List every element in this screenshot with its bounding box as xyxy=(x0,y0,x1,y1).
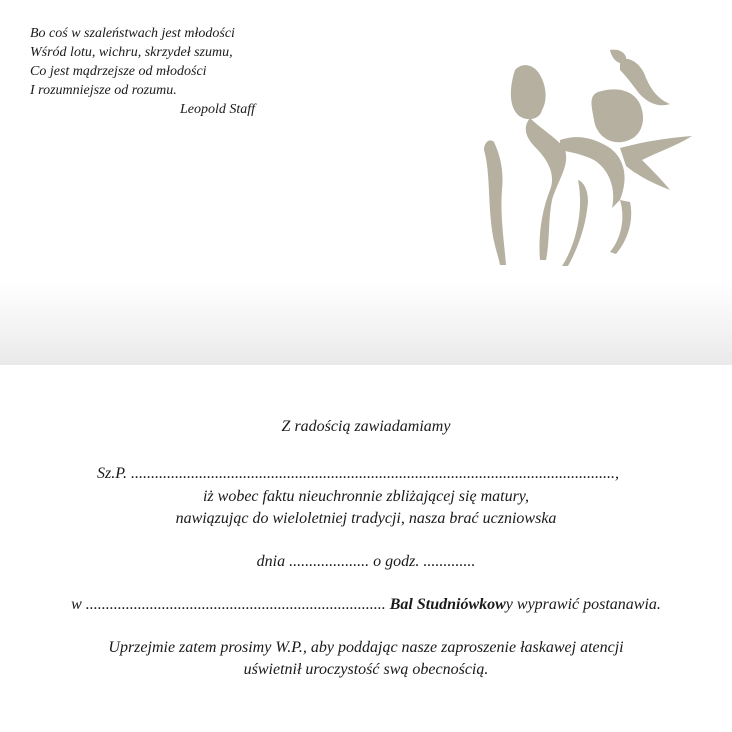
dancing-couple-icon xyxy=(470,30,710,270)
date-line: dnia .................... o godz. ............. xyxy=(256,553,476,570)
invitation-line: iż wobec faktu nieuchronnie zbliżającej się matury, xyxy=(202,488,530,505)
place-line xyxy=(0,596,732,614)
place-prefix: w ........................................................................... xyxy=(71,596,390,613)
poem-line: Bo coś w szaleństwach jest młodości xyxy=(30,26,235,41)
addressee-line: Sz.P. ........................................................................................................................., xyxy=(97,465,619,482)
closing-line: Uprzejmie zatem prosimy W.P., aby poddając nasze zaproszenie łaskawej atencji xyxy=(108,639,624,656)
place-suffix: y wyprawić postanawia. xyxy=(505,596,661,613)
poem-line: I rozumniejsze od rozumu. xyxy=(30,83,177,98)
invitation-heading: Z radością zawiadamiamy xyxy=(281,418,451,435)
poem-line: Co jest mądrzejsze od młodości xyxy=(30,64,207,79)
closing-line: uświetnił uroczystość swą obecnością. xyxy=(243,661,489,678)
poem-line: Wśród lotu, wichru, skrzydeł szumu, xyxy=(30,45,233,60)
event-name: Bal Studniówkow xyxy=(389,596,506,613)
invitation-line: nawiązując do wieloletniej tradycji, nasza brać uczniowska xyxy=(175,510,557,527)
poem xyxy=(30,24,255,119)
poem-author: Leopold Staff xyxy=(180,102,256,117)
